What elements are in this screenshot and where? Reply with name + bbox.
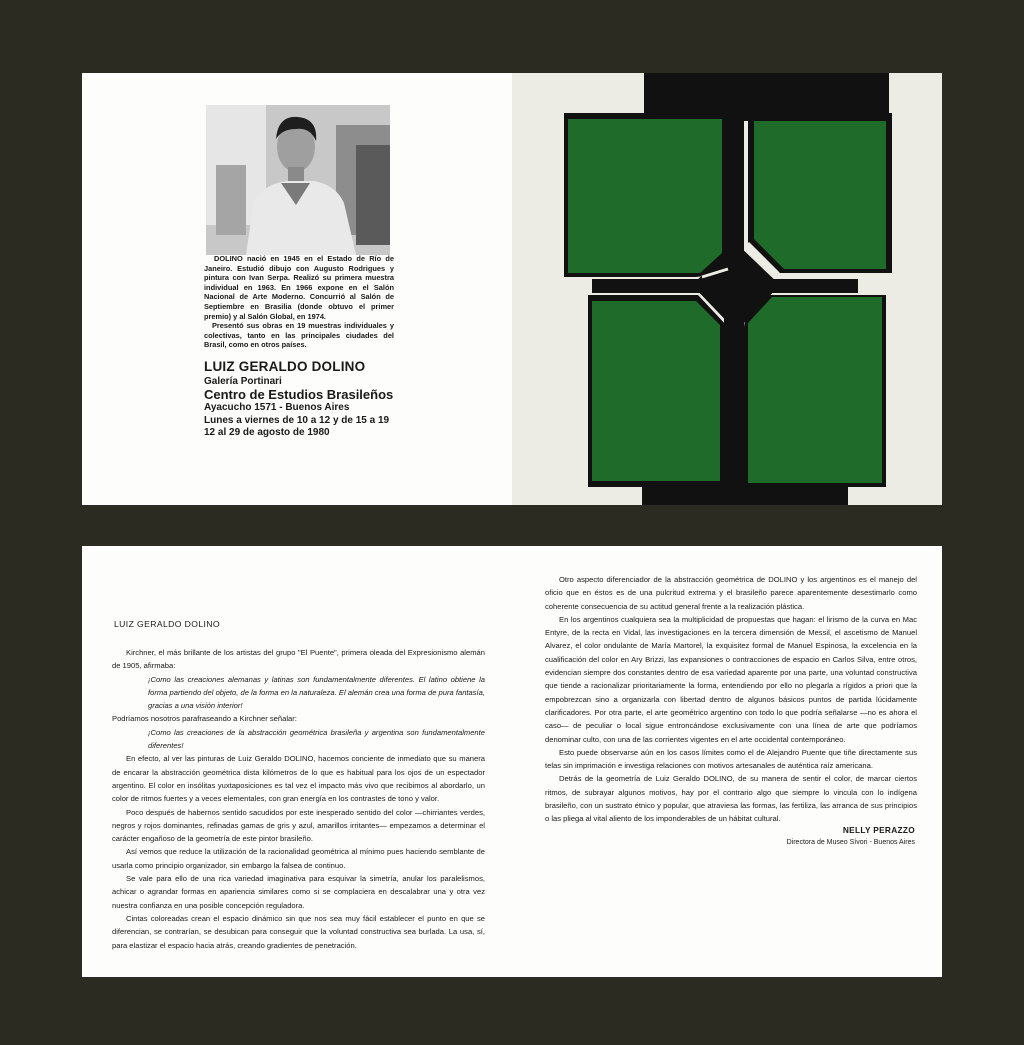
article-paragraph: Cintas coloreadas crean el espacio dinámico sin que nos sea muy fácil establecer el punto en que se diferencian, se contrarían, se desubican para conseguir que la voluntad constructiva sea burlada. La usa, sí, para elastizar el espacio hacia atrás, creando gradientes de penetración. xyxy=(112,913,485,950)
article-paragraph: Detrás de la geometría de Luiz Geraldo DOLINO, de su manera de sentir el color, de marcar ciertos ritmos, de subrayar algunos motivos, hay por el contrario algo que siempre lo vincula con lo indígena brasileño, con un sustrato étnico y popular, que atraviesa las formas, las fertiliza, las arranca de sus principios o las pliega al vital aliento de los imponderables de un hábitat cultural. xyxy=(545,774,917,824)
author-role: Directora de Museo Sívori - Buenos Aires xyxy=(786,839,915,846)
article-paragraph: En los argentinos cualquiera sea la multiplicidad de propuestas que hagan: el lirismo de la curva en Mac Entyre, de la recta en Vidal, las investigaciones en la tercera dimensión de Messil, el ascetismo de Manuel Alvarez, el color ondulante de María Martorel, la exquisitez formal de Manuel Espinosa, la excelencia en la cualificación del color en Ary Brizzi, las expansiones o contracciones de espacio en Carlos Silva, entre otros, evidencian siempre dos constantes dentro de esa variedad aparente por una parte, una voluntad constructiva que tiende a racionalizar prioritariamente la forma, entendiendo por ello no plegarla a rígidos a priori que la empobrezcan sino a organizarla con libertad dentro de algunos básicos puntos de partida lúcidamente clarificadores. Por otra parte, el arte geométrico argentino con todo lo que podría señalarse —no es ahora el caso— de peculiar o local sigue entroncándose exclusivamente con una línea de arte que podríamos denominar culto, con una de las corrientes vigentes en el arte occidental contemporáneo. xyxy=(545,614,917,744)
green-panel xyxy=(754,121,886,269)
article-paragraph: Poco después de habernos sentido sacudidos por este inesperado sentido del color —chirriantes verdes, negros y rojos dominantes, refinadas gamas de gris y azul, amarillos irritantes— empezamos a determinar el carácter engañoso de la geometría de este pintor brasileño. xyxy=(112,807,485,844)
cover-info-page xyxy=(82,73,512,505)
geometric-artwork xyxy=(512,73,942,505)
author-signature: NELLY PERAZZO xyxy=(842,825,915,835)
artist-photo xyxy=(206,105,390,255)
article-paragraph: Otro aspecto diferenciador de la abstracción geométrica de DOLINO y los argentinos es el manejo del oficio que en éstos es de una pulcritud extrema y el brasileño parece aparentemente desestimarlo como coherente consecuencia de su actitud general frente a la realización plástica. xyxy=(545,575,917,611)
article-paragraph: Podríamos nosotros parafraseando a Kirchner señalar: xyxy=(112,714,297,724)
article-paragraph: Esto puede observarse aún en los casos límites como el de Alejandro Puente que tiñe directamente sus telas sin imprimación e investiga relaciones con motivos artesanales de auténtica raíz americana. xyxy=(545,747,917,771)
address: Ayacucho 1571 - Buenos Aires xyxy=(204,402,350,413)
center-name: Centro de Estudios Brasileños xyxy=(204,387,394,402)
article-spread xyxy=(82,546,942,977)
green-panel xyxy=(568,119,722,273)
article-left-column xyxy=(112,646,485,952)
article-title: LUIZ GERALDO DOLINO xyxy=(114,619,220,629)
artwork-page xyxy=(512,73,942,505)
exhibition-info xyxy=(204,359,464,440)
article-paragraph: Se vale para ello de una rica variedad imaginativa para esquivar la simetría, anular los paralelismos, achicar o agrandar formas en apariencia similares como si se complaciera en descalabrar una y otra vez nuestra confianza en una posible concepción reguladora. xyxy=(112,874,485,910)
quote-paragraph: ¡Como las creaciones alemanas y latinas son fundamentalmente diferentes. El latino obtiene la forma partiendo del objeto, de la forma en la naturaleza. El alemán crea una forma de pura fantasía, gracias a una visión interior! xyxy=(148,674,485,711)
quote-paragraph: ¡Como las creaciones de la abstracción geométrica brasileña y argentina son fundamentalmente diferentes! xyxy=(148,727,485,751)
artist-name: LUIZ GERALDO DOLINO xyxy=(204,359,366,374)
opening-hours: Lunes a viernes de 10 a 12 y de 15 a 19 xyxy=(204,414,390,426)
article-paragraph: Así vemos que reduce la utilización de la racionalidad geométrica al mínimo pues haciendo semblante de usarla como principio organizador, sin embargo la falsea de continuo. xyxy=(112,847,485,870)
bio-paragraph: Presentó sus obras en 19 muestras individuales y colectivas, tanto en las principales ciudades del Brasil, como en otros países. xyxy=(204,321,394,350)
article-right-column xyxy=(545,573,917,826)
artist-bio xyxy=(204,254,394,350)
article-paragraph: En efecto, al ver las pinturas de Luiz Geraldo DOLINO, hacemos conciente de inmediato que su manera de encarar la abstracción geométrica dista kilómetros de lo que es habitual para los ojos de un espectador argentino. El color en insólitas yuxtaposiciones es tal vez el impacto más vivo que recibimos al abordarlo, un color de ritmos fuertes y a veces elementales, con gran energía en los contrastes de tono y valor. xyxy=(112,754,485,804)
exhibition-dates: 12 al 29 de agosto de 1980 xyxy=(204,427,330,438)
bio-paragraph: DOLINO nació en 1945 en el Estado de Río de Janeiro. Estudió dibujo con Augusto Rodrigues y pintura con Ivan Serpa. Realizó su primera muestra individual en 1963. En 1966 expone en el Salón Nacional de Arte Moderno. Concurrió al Salón de Septiembre en Brasilia (donde obtuvo el primer premio) y al Salón Global, en 1974. xyxy=(204,254,394,321)
gallery-name: Galería Portinari xyxy=(204,376,282,387)
artist-portrait-image xyxy=(206,105,390,255)
green-panel xyxy=(592,301,720,481)
article-paragraph: Kirchner, el más brillante de los artistas del grupo "El Puente", primera oleada del Expresionismo alemán de 1905, afirmaba: xyxy=(112,648,485,671)
green-panel xyxy=(748,297,882,483)
